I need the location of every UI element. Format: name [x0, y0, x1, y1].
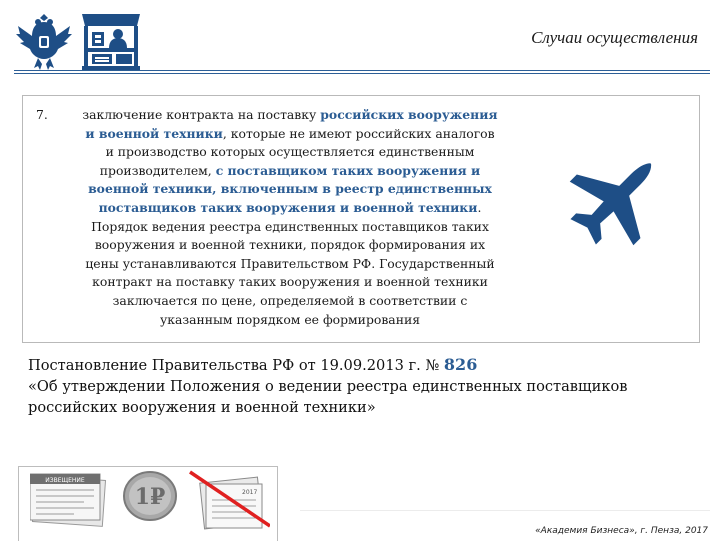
coin-label: 1₽	[134, 484, 166, 510]
market-kiosk-icon	[78, 8, 144, 72]
clause-highlight: с поставщиком таких вооружения и	[215, 162, 481, 178]
clause-number: 7.	[36, 107, 48, 122]
ruble-coin-icon	[124, 472, 176, 520]
clause-text	[30, 106, 550, 329]
clause-text-run: производителем,	[99, 162, 216, 178]
clause-paragraph-line: заключается по цене, определяемой в соответствии с	[112, 292, 468, 308]
eagle-emblem-icon	[14, 8, 74, 72]
clause-highlight: поставщиков таких вооружения и военной техники	[98, 199, 478, 215]
clause-paragraph-line: указанным порядком ее формирования	[159, 311, 421, 327]
notice-paper-icon	[30, 474, 106, 526]
clause-line: и производство которых осуществляется единственным	[105, 144, 475, 160]
decree-number: 826	[443, 355, 478, 374]
crossed-document-icon	[190, 472, 270, 529]
clause-line	[30, 125, 550, 144]
clause-paragraph-line: вооружения и военной техники, порядок формирования их	[94, 237, 486, 253]
slide-title: Случаи осуществления	[531, 28, 698, 47]
clause-highlight: военной техники, включенным в реестр единственных	[88, 181, 492, 197]
notice-label: ИЗВЕЩЕНИЕ	[45, 477, 85, 484]
clause-text-run: заключение контракта на поставку	[82, 107, 321, 122]
clause-text-run: .	[477, 199, 482, 215]
header-divider	[14, 70, 710, 74]
clause-line	[30, 199, 550, 218]
document-year: 2017	[242, 489, 258, 496]
clause-line	[30, 106, 550, 125]
clause-highlight: и военной техники	[85, 125, 223, 141]
illustration	[30, 470, 270, 540]
decree-line: российских вооружения и военной техники»	[28, 399, 376, 416]
clause-line	[30, 162, 550, 181]
footer-divider	[300, 510, 710, 511]
decree-reference	[28, 354, 708, 418]
clause-paragraph-line: Порядок ведения реестра единственных поставщиков таких	[91, 218, 489, 234]
clause-paragraph-line: цены устанавливаются Правительством РФ. Государственный	[85, 255, 495, 271]
clause-highlight: российских вооружения	[320, 107, 498, 122]
footer-credit: «Академия Бизнеса», г. Пенза, 2017	[535, 526, 708, 536]
clause-text-run: , которые не имеют российских аналогов	[222, 125, 495, 141]
decree-line	[28, 354, 708, 376]
clause-line	[30, 180, 550, 199]
clause-paragraph-line: контракт на поставку таких вооружения и военной техники	[92, 274, 488, 290]
decree-line: «Об утверждении Положения о ведении реестра единственных поставщиков	[28, 378, 628, 395]
fighter-jet-icon	[560, 145, 670, 255]
decree-text-run: Постановление Правительства РФ от 19.09.2013 г. №	[28, 357, 444, 374]
